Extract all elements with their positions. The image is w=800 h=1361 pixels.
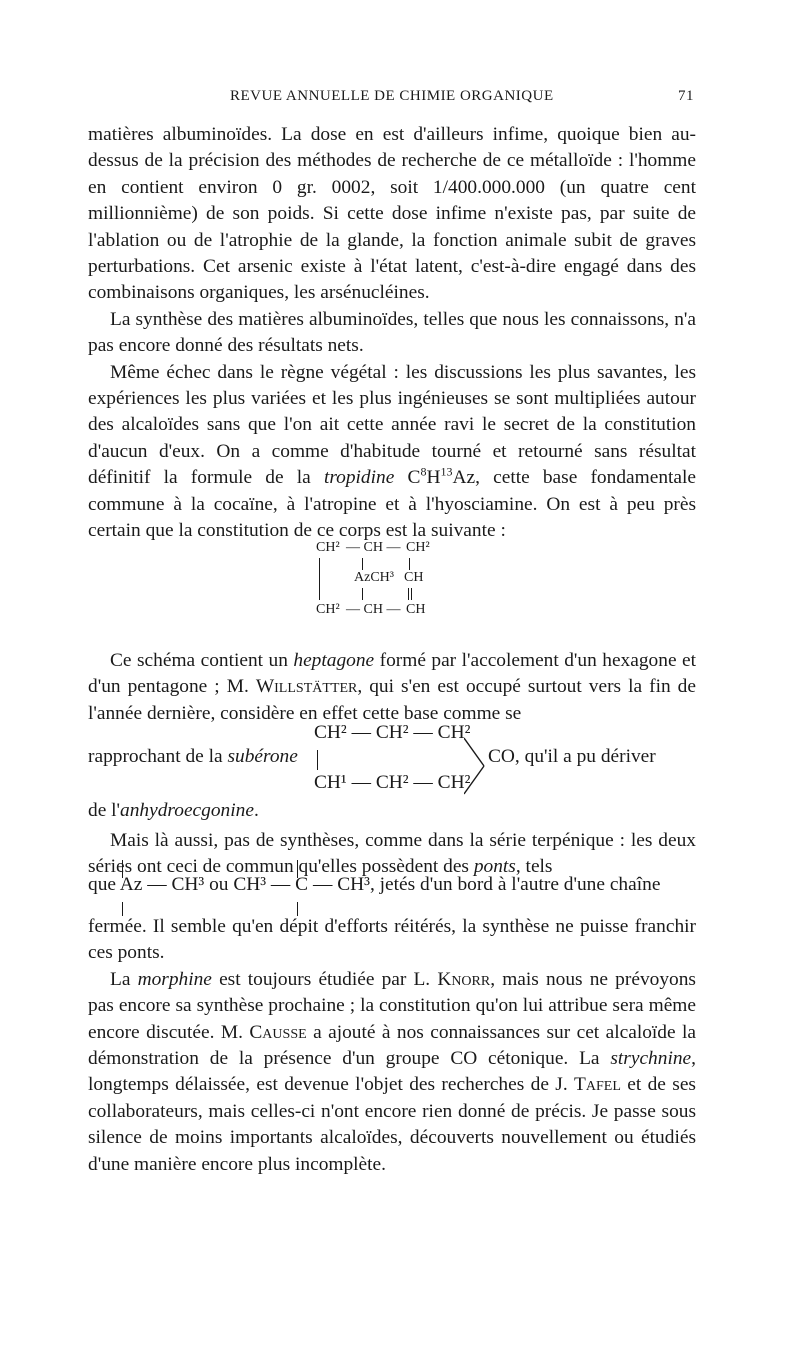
- term-suberone: subérone: [227, 746, 298, 767]
- bond-line: [362, 588, 363, 600]
- author-willstatter: Willstätter: [255, 676, 358, 698]
- page-number: 71: [678, 88, 694, 104]
- text-block-4: [88, 914, 696, 1178]
- author-causse: Causse: [249, 1021, 307, 1043]
- term-anhydroecgonine: anhydroecgonine: [120, 800, 254, 821]
- paragraph-morphine: La morphine est toujours étudiée par L. Knorr, mais nous ne prévoyons pas encore sa synthèse prochaine ; la constitution qu'on lui attribue sera même encore discutée. M. Causse a ajouté à nos connaissances sur cet alcaloïde la démonstration de la présence d'un groupe CO cétonique. La strychnine, longtemps délaissée, est devenue l'objet des recherches de J. Tafel et de ses collaborateurs, mais celles-ci n'ont encore rien donné de précis. Je passe sous silence de moins importants alcaloïdes, découverts nouvellement ou étudiés d'une manière encore plus incomplète.: [88, 968, 696, 1175]
- bond-line: [319, 558, 320, 600]
- term-strychnine: strychnine: [610, 1048, 692, 1070]
- running-header: [88, 88, 694, 108]
- bond-line: [409, 558, 410, 570]
- paragraph-fermee: fermée. Il semble qu'en dépit d'efforts réitérés, la synthèse ne puisse franchir ces ponts.: [88, 916, 696, 964]
- text-block-3: [88, 828, 696, 881]
- paragraph-echec: Même échec dans le règne végétal : les discussions les plus savantes, les expériences les plus variées et les plus ingénieuses se sont multipliées autour des alcaloïdes sans que l'on ait cette année ravi le secret de la constitution d'aucun d'eux. On a comme d'habitude tourné et retourné sans résultat définitif la formule de la tropidine $C^8H^{13}Az$, cette base fondamentale commune à la cocaïne, à l'atropine et à l'hyosciamine. On est à peu près certain que la constitution de ce corps est la suivante :: [88, 361, 696, 542]
- formula-tropidine-inline: $C^8H^{13}Az$: [407, 464, 476, 489]
- author-knorr: Knorr: [437, 968, 491, 990]
- paragraph-continued: matières albuminoïdes. La dose en est d'ailleurs infime, quoique bien au-dessus de la précision des méthodes de recherche de ce métalloïde : l'homme en contient environ 0 gr. 0002, soit 1/400.000.000 (un quatre cent millionnième) de son poids. Si cette dose infime n'existe pas, par suite de l'ablation ou de l'atrophie de la glande, la fonction animale subit de graves perturbations. Cet arsenic existe à l'état latent, c'est-à-dire engagé dans des combinaisons organiques, les arsénucléines.: [88, 124, 696, 304]
- term-tropidine: tropidine: [323, 467, 395, 489]
- paragraph-synthese: La synthèse des matières albuminoïdes, telles que nous les connaissons, n'a pas encore donné des résultats nets.: [88, 308, 696, 357]
- term-morphine: morphine: [137, 968, 212, 990]
- double-bond-line: [411, 588, 412, 600]
- term-heptagone: heptagone: [293, 650, 375, 671]
- paragraph-mais: Mais là aussi, pas de synthèses, comme dans la série terpénique : les deux séries ont ceci de commun qu'elles possèdent des ponts, tels: [88, 830, 696, 878]
- running-title: REVUE ANNUELLE DE CHIMIE ORGANIQUE: [230, 88, 554, 104]
- bond-line: [362, 558, 363, 570]
- tropidine-structural-formula: CH² — CH — CH² AzCH³ CH CH² — CH — CH: [316, 540, 430, 617]
- text-block-1: [88, 122, 696, 545]
- text-block-2: [88, 648, 696, 727]
- bond-line: [317, 750, 318, 770]
- author-tafel: Tafel: [574, 1074, 621, 1096]
- double-bond-line: [408, 588, 409, 600]
- paragraph-schema: Ce schéma contient un heptagone formé par l'accolement d'un hexagone et d'un pentagone ; M. Willstätter, qui s'en est occupé surtout vers la fin de l'année dernière, considère en effet cette base comme se: [88, 650, 696, 724]
- term-ponts: ponts: [473, 856, 516, 878]
